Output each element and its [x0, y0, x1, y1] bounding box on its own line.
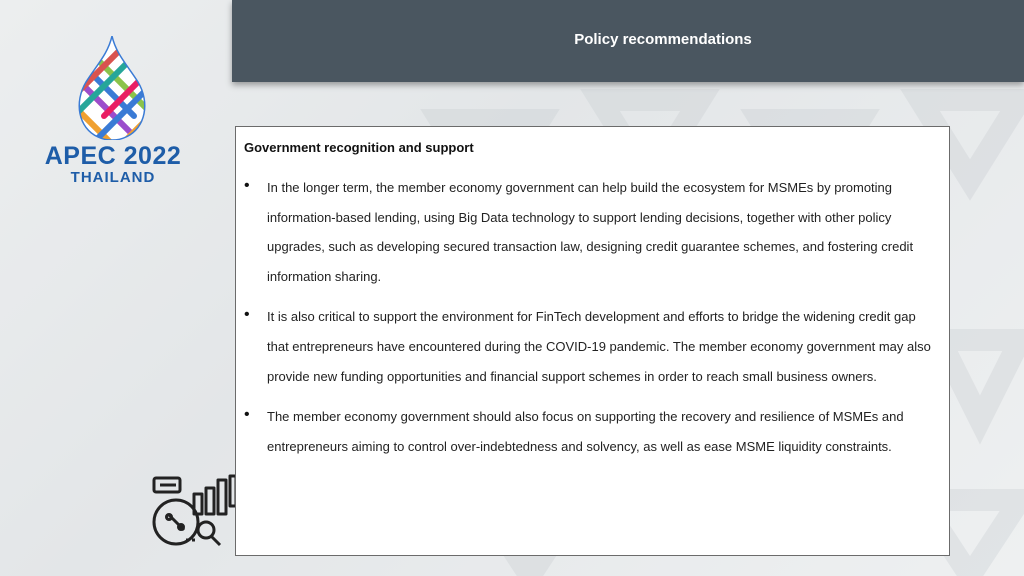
- list-item-text: In the longer term, the member economy government can help build the ecosystem for MSMEs by promoting information-based lending, using Big Data technology to support lending decisions, together with other policy upgrades, such as developing secured transaction law, designing credit guarantee schemes, and fostering credit information sharing.: [267, 180, 914, 284]
- section-heading: Government recognition and support: [244, 140, 474, 155]
- logo-line-2: THAILAND: [70, 169, 156, 186]
- list-item-text: The member economy government should also focus on supporting the recovery and resilience of MSMEs and entrepreneurs aiming to control over-indebtedness and solvency, as well as ease MSME liquidity constraints.: [267, 409, 904, 454]
- page-title: Policy recommendations: [574, 31, 752, 48]
- list-item: [236, 302, 949, 391]
- logo-line-1: APEC 2022: [44, 142, 182, 170]
- content-panel: [235, 126, 950, 556]
- bullet-marker: •: [244, 306, 250, 324]
- bullet-list: [236, 173, 949, 472]
- list-item: [236, 402, 949, 461]
- list-item: [236, 173, 949, 291]
- list-item-text: It is also critical to support the environment for FinTech development and efforts to bridge the widening credit gap that entrepreneurs have encountered during the COVID-19 pandemic. The member economy government may also provide new funding opportunities and financial support schemes in order to reach small business owners.: [267, 309, 931, 384]
- finance-analysis-icon: [150, 474, 238, 548]
- apec-logo: [38, 36, 188, 186]
- header-bar: [232, 0, 1024, 82]
- bullet-marker: •: [244, 177, 250, 194]
- bullet-marker: •: [244, 406, 250, 424]
- apec-drop-emblem-icon: [74, 36, 150, 140]
- apec-logo-text: [38, 142, 188, 185]
